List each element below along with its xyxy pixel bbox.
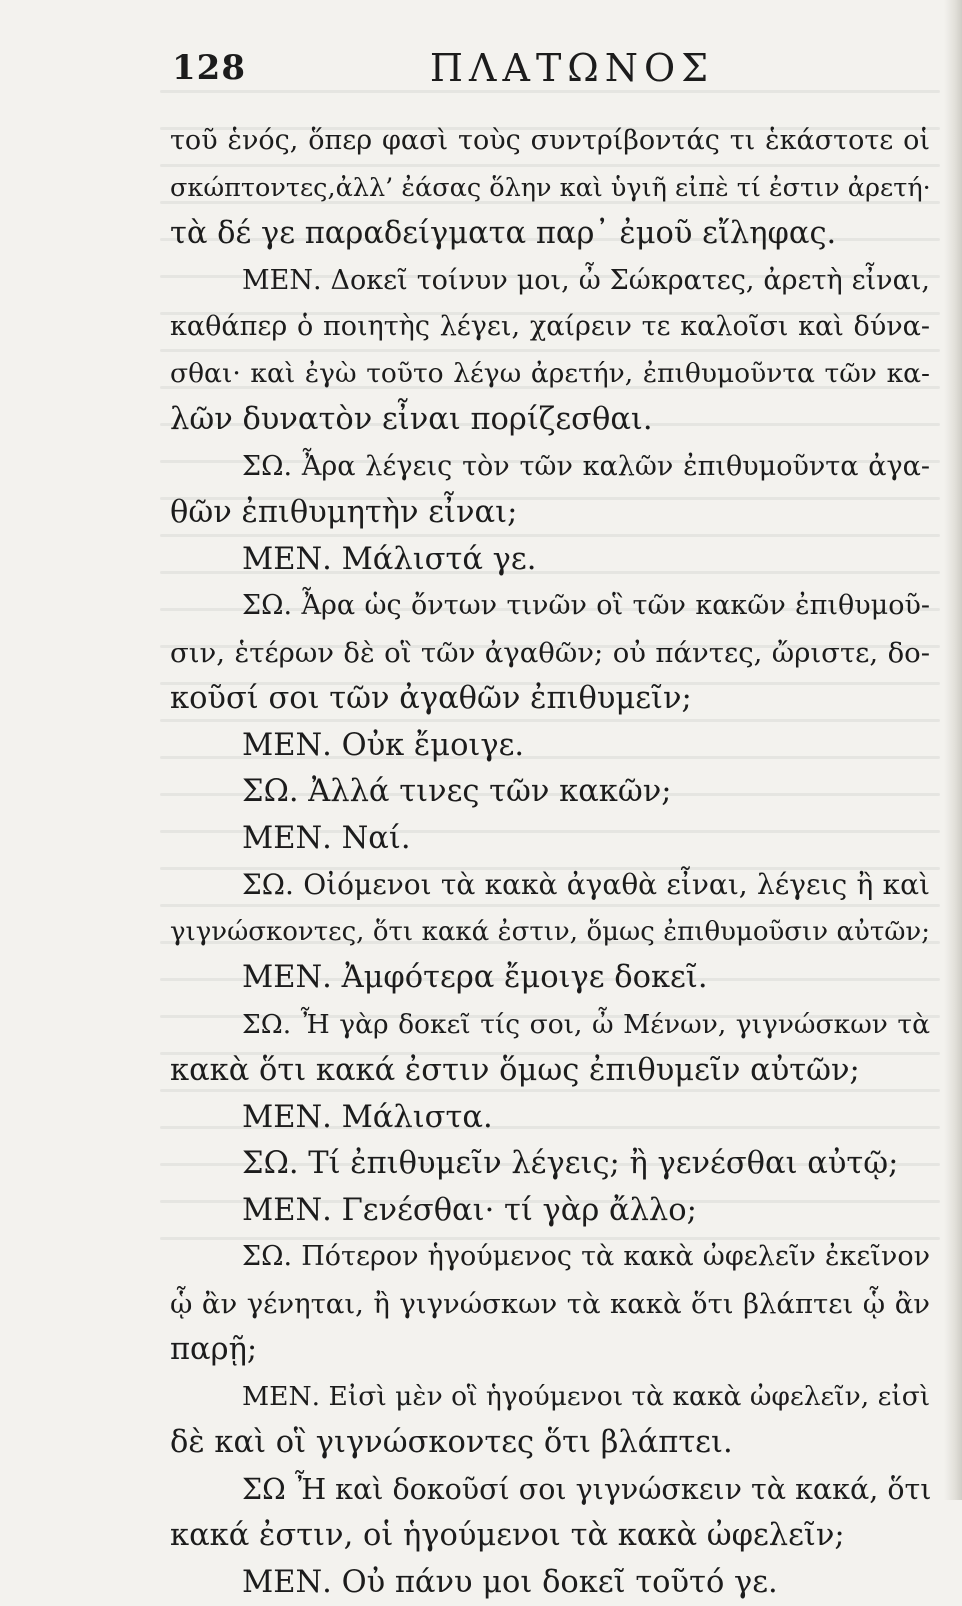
text-line: τὰ δέ γε παραδείγματα παρ᾿ ἐμοῦ εἴληφας.	[170, 211, 930, 258]
text-line: ΜΕΝ. Γενέσθαι· τί γὰρ ἄλλο;	[170, 1188, 930, 1235]
text-line: καθάπερ ὁ ποιητὴς λέγει, χαίρειν τε καλοῖσι καὶ δύνα-	[170, 304, 930, 351]
text-line: ΜΕΝ. Μάλιστά γε.	[170, 537, 930, 584]
text-line: ΜΕΝ. Οὐκ ἔμοιγε.	[170, 723, 930, 770]
page-edge-shadow	[944, 0, 962, 1500]
text-line: ΣΩ. Ἦ γὰρ δοκεῖ τίς σοι, ὦ Μένων, γιγνώσκων τὰ	[170, 1002, 930, 1049]
text-line: παρῇ;	[170, 1327, 930, 1374]
text-line: κοῦσί σοι τῶν ἀγαθῶν ἐπιθυμεῖν;	[170, 676, 930, 723]
text-line: ΜΕΝ. Ναί.	[170, 816, 930, 863]
text-line: γιγνώσκοντες, ὅτι κακά ἐστιν, ὅμως ἐπιθυμοῦσιν αὐτῶν;	[170, 909, 930, 956]
page-number: 128	[172, 48, 246, 88]
text-line: κακά ἐστιν, οἱ ἡγούμενοι τὰ κακὰ ὠφελεῖν;	[170, 1513, 930, 1560]
text-line: ΣΩ Ἦ καὶ δοκοῦσί σοι γιγνώσκειν τὰ κακά, ὅτι	[170, 1467, 930, 1514]
text-line: ΜΕΝ. Εἰσὶ μὲν οἳ ἡγούμενοι τὰ κακὰ ὠφελεῖν, εἰσὶ	[170, 1374, 930, 1421]
text-line: κακὰ ὅτι κακά ἐστιν ὅμως ἐπιθυμεῖν αὐτῶν;	[170, 1048, 930, 1095]
text-line: ΣΩ. Ἆρα ὡς ὄντων τινῶν οἳ τῶν κακῶν ἐπιθυμοῦ-	[170, 583, 930, 630]
text-line: σιν, ἑτέρων δὲ οἳ τῶν ἀγαθῶν; οὐ πάντες, ὤριστε, δο-	[170, 630, 930, 677]
text-line: σθαι· καὶ ἐγὼ τοῦτο λέγω ἀρετήν, ἐπιθυμοῦντα τῶν κα-	[170, 351, 930, 398]
text-line: δὲ καὶ οἳ γιγνώσκοντες ὅτι βλάπτει.	[170, 1420, 930, 1467]
running-title: ΠΛΑΤΩΝΟΣ	[172, 46, 932, 90]
text-line: ΣΩ. Οἰόμενοι τὰ κακὰ ἀγαθὰ εἶναι, λέγεις ἢ καὶ	[170, 862, 930, 909]
text-line: ΣΩ. Πότερον ἡγούμενος τὰ κακὰ ὠφελεῖν ἐκεῖνον	[170, 1234, 930, 1281]
text-line: λῶν δυνατὸν εἶναι πορίζεσθαι.	[170, 397, 930, 444]
text-line: ΜΕΝ. Οὐ πάνυ μοι δοκεῖ τοῦτό γε.	[170, 1560, 930, 1606]
text-line: τοῦ ἑνός, ὅπερ φασὶ τοὺς συντρίβοντάς τι ἑκάστοτε οἱ	[170, 118, 930, 165]
text-line: ΜΕΝ. Ἀμφότερα ἔμοιγε δοκεῖ.	[170, 955, 930, 1002]
text-line: ΣΩ. Ἀλλά τινες τῶν κακῶν;	[170, 769, 930, 816]
text-line: θῶν ἐπιθυμητὴν εἶναι;	[170, 490, 930, 537]
text-line: ΜΕΝ. Δοκεῖ τοίνυν μοι, ὦ Σώκρατες, ἀρετὴ εἶναι,	[170, 258, 930, 305]
text-line: ΣΩ. Τί ἐπιθυμεῖν λέγεις; ἢ γενέσθαι αὐτῷ;	[170, 1141, 930, 1188]
text-line: ΣΩ. Ἆρα λέγεις τὸν τῶν καλῶν ἐπιθυμοῦντα ἀγα-	[170, 444, 930, 491]
dialogue-text	[170, 118, 930, 1606]
page-header	[172, 42, 932, 102]
text-line: σκώπτοντες,ἀλλ’ ἐάσας ὅλην καὶ ὑγιῆ εἰπὲ τί ἐστιν ἀρετή·	[170, 165, 930, 212]
text-line: ΜΕΝ. Μάλιστα.	[170, 1095, 930, 1142]
text-line: ᾧ ἂν γένηται, ἢ γιγνώσκων τὰ κακὰ ὅτι βλάπτει ᾧ ἂν	[170, 1281, 930, 1328]
